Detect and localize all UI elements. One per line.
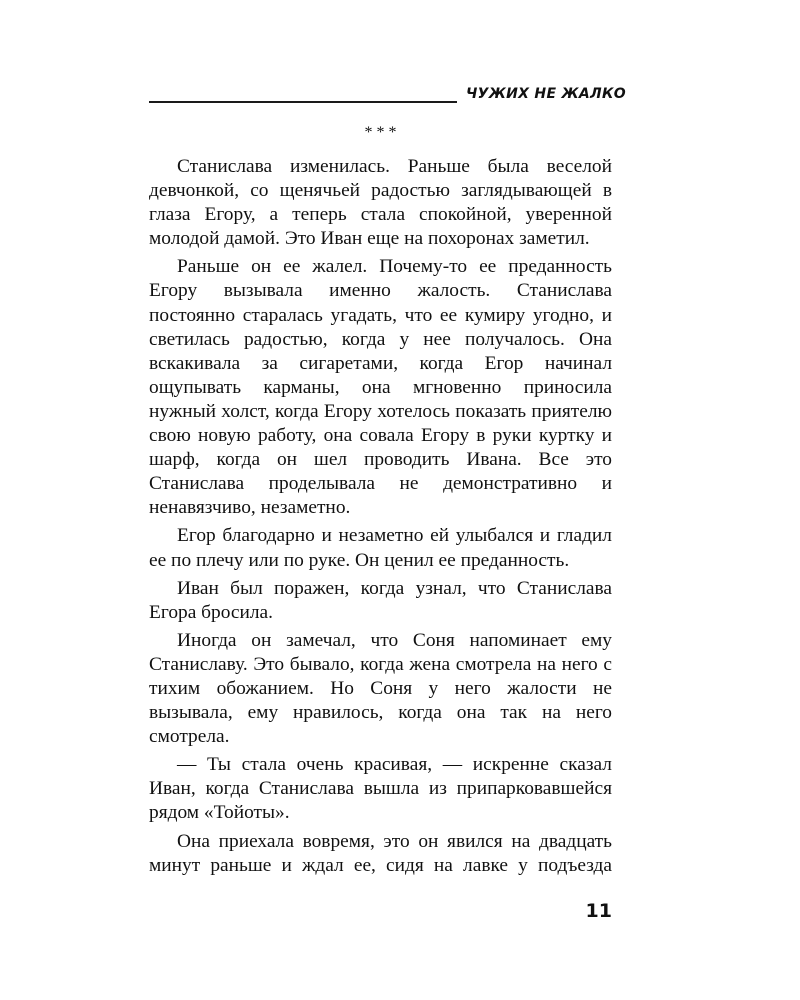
paragraph: Иногда он замечал, что Соня напоминает ему Станиславу. Это бывало, когда жена смотрела на него с тихим обожанием. Но Соня у него жалости не вызывала, ему нравилось, когда она так на него смотрела.	[149, 629, 612, 748]
paragraph: — Ты стала очень красивая, — искренне сказал Иван, когда Станислава вышла из припарковавшейся рядом «Тойоты».	[149, 754, 612, 824]
paragraph: Она приехала вовремя, это он явился на двадцать минут раньше и ждал ее, сидя на лавке у подъезда	[149, 830, 612, 876]
header-rule	[149, 101, 457, 103]
section-separator: * * *	[364, 124, 397, 141]
body-text	[149, 155, 612, 882]
paragraph: Станислава изменилась. Раньше была веселой девчонкой, со щенячьей радостью заглядывающей в глаза Егору, а теперь стала спокойной, уверенной молодой дамой. Это Иван еще на похоронах заметил.	[149, 156, 612, 250]
running-title: ЧУЖИХ НЕ ЖАЛКО	[466, 86, 626, 102]
paragraph: Иван был поражен, когда узнал, что Станислава Егора бросила.	[149, 577, 612, 623]
paragraph: Егор благодарно и незаметно ей улыбался и гладил ее по плечу или по руке. Он ценил ее преданность.	[149, 525, 612, 571]
paragraph: Раньше он ее жалел. Почему-то ее преданность Егору вызывала именно жалость. Станислава постоянно старалась угадать, что ее кумиру угодно, и светилась радостью, когда у нее получалось. Она вскакивала за сигаретами, когда Егор начинал ощупывать карманы, она мгновенно приносила нужный холст, когда Егору хотелось показать приятелю свою новую работу, она совала Егору в руки куртку и шарф, когда он шел проводить Ивана. Все это Станислава проделывала не демонстративно и ненавязчиво, незаметно.	[149, 256, 612, 519]
page-number: 11	[585, 900, 612, 922]
